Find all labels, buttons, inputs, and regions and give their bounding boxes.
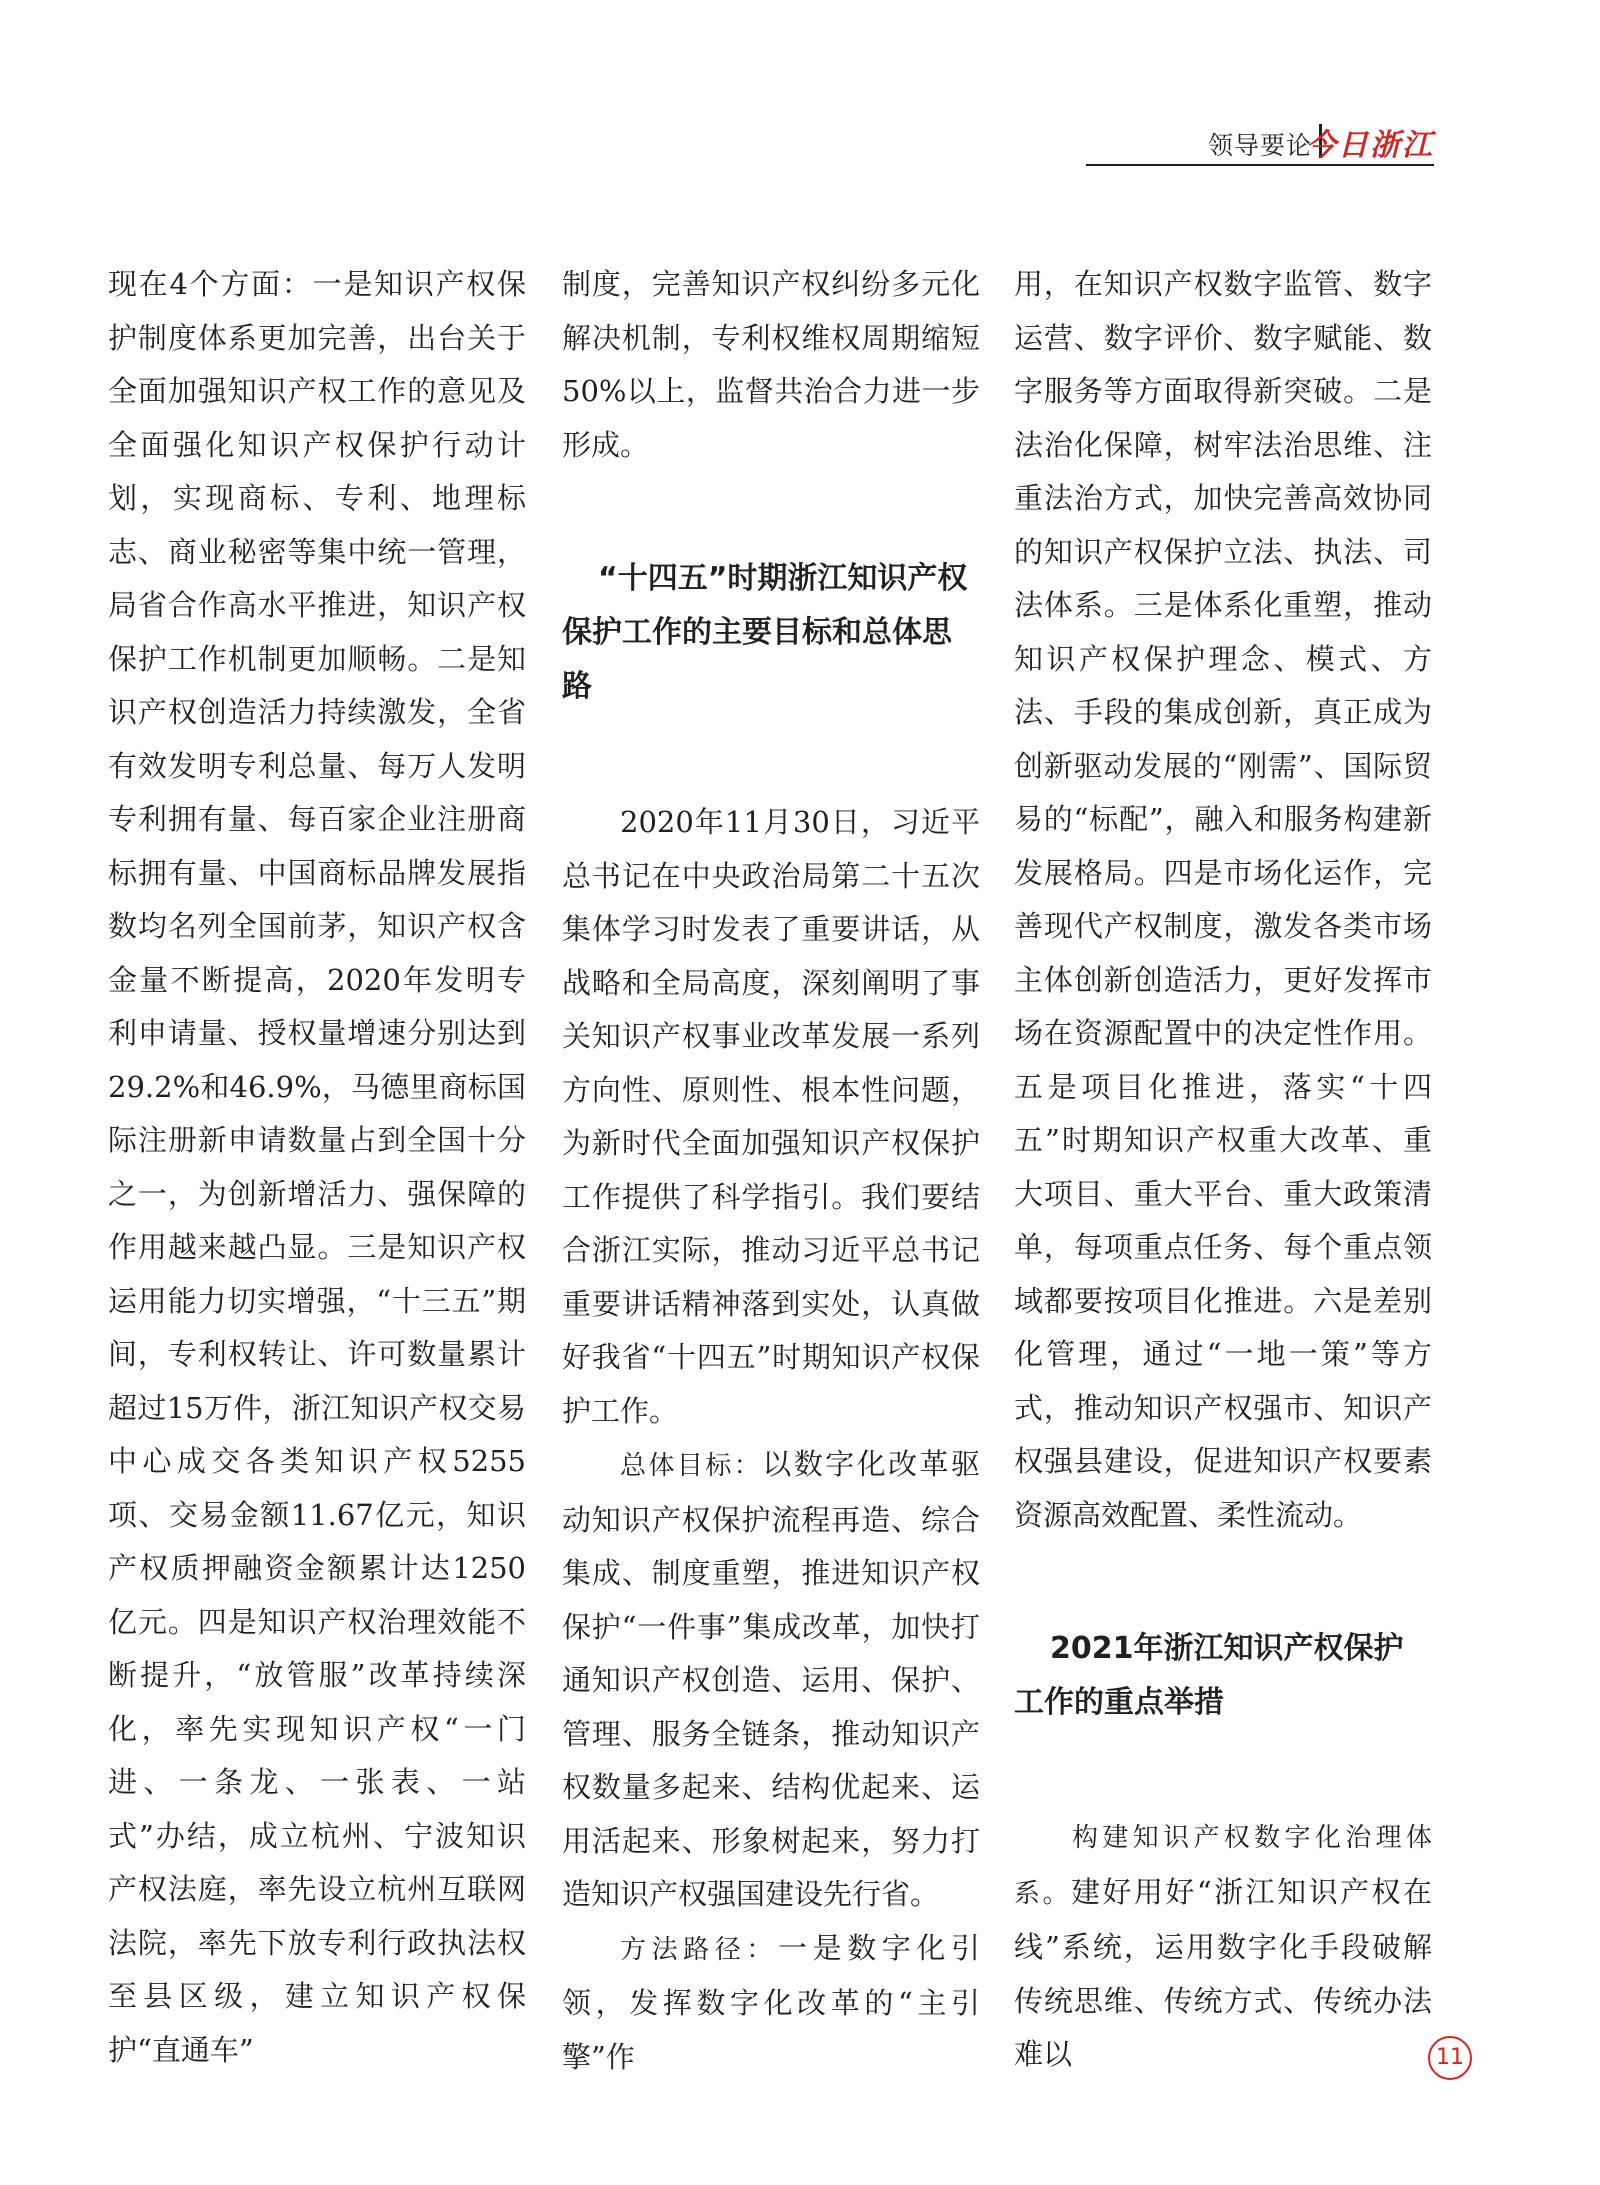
paragraph-body: 一是数字化引领，发挥数字化改革的“主引擎”作: [562, 1930, 980, 2074]
paragraph: 2020年11月30日，习近平总书记在中央政治局第二十五次集体学习时发表了重要讲话，从战略和全局高度，深刻阐明了事关知识产权事业改革发展一系列方向性、原则性、根本性问题，为新时代全面加强知识产权保护工作提供了科学指引。我们要结合浙江实际，推动习近平总书记重要讲话精神落到实处，认真做好我省“十四五”时期知识产权保护工作。: [562, 805, 980, 1428]
column-2: [562, 258, 980, 2084]
paragraph: 用，在知识产权数字监管、数字运营、数字评价、数字赋能、数字服务等方面取得新突破。二是法治化保障，树牢法治思维、注重法治方式，加快完善高效协同的知识产权保护立法、执法、司法体系。三是体系化重塑，推动知识产权保护理念、模式、方法、手段的集成创新，真正成为创新驱动发展的“刚需”、国际贸易的“标配”，融入和服务构建新发展格局。四是市场化运作，完善现代产权制度，激发各类市场主体创新创造活力，更好发挥市场在资源配置中的决定性作用。五是项目化推进，落实“十四五”时期知识产权重大改革、重大项目、重大平台、重大政策清单，每项重点任务、每个重点领域都要按项目化推进。六是差别化管理，通过“一地一策”等方式，推动知识产权强市、知识产权强县建设，促进知识产权要素资源高效配置、柔性流动。: [1014, 267, 1432, 1532]
column-1: [108, 258, 526, 2077]
paragraph: 现在4个方面：一是知识产权保护制度体系更加完善，出台关于全面加强知识产权工作的意见及全面强化知识产权保护行动计划，实现商标、专利、地理标志、商业秘密等集中统一管理，局省合作高水平推进，知识产权保护工作机制更加顺畅。二是知识产权创造活力持续激发，全省有效发明专利总量、每万人发明专利拥有量、每百家企业注册商标拥有量、中国商标品牌发展指数均名列全国前茅，知识产权含金量不断提高，2020年发明专利申请量、授权量增速分别达到29.2%和46.9%，马德里商标国际注册新申请数量占到全国十分之一，为创新增活力、强保障的作用越来越凸显。三是知识产权运用能力切实增强，“十三五”期间，专利权转让、许可数量累计超过15万件，浙江知识产权交易中心成交各类知识产权5255项、交易金额11.67亿元，知识产权质押融资金额累计达1250亿元。四是知识产权治理效能不断提升，“放管服”改革持续深化，率先实现知识产权“一门进、一条龙、一张表、一站式”办结，成立杭州、宁波知识产权法庭，率先设立杭州互联网法院，率先下放专利行政执法权至县区级，建立知识产权保护“直通车”: [108, 267, 526, 2067]
paragraph-lead: 总体目标：: [620, 1451, 763, 1481]
magazine-logo: 今日浙江: [1306, 128, 1434, 163]
section-heading: 2021年浙江知识产权保护工作的重点举措: [1014, 1631, 1404, 1720]
section-heading: “十四五”时期浙江知识产权保护工作的主要目标和总体思路: [562, 561, 968, 704]
paragraph-body: 以数字化改革驱动知识产权保护流程再造、综合集成、制度重塑，推进知识产权保护“一件事”集成改革，加快打通知识产权创造、运用、保护、管理、服务全链条，推动知识产权数量多起来、结构优起来、运用活起来、形象树起来，努力打造知识产权强国建设先行省。: [562, 1447, 980, 1911]
paragraph: [562, 1438, 980, 1922]
paragraph: [1014, 1810, 1432, 2082]
page-number: 11: [1428, 2036, 1472, 2080]
paragraph-body: 建好用好“浙江知识产权在线”系统，运用数字化手段破解传统思维、传统方式、传统办法难以: [1014, 1874, 1432, 2071]
paragraph-lead: 方法路径：: [620, 1934, 778, 1965]
section-label: 领导要论: [1207, 131, 1312, 160]
paragraph-lead: 构建知识产权数字化治理体系。: [1014, 1823, 1432, 1909]
paragraph: [562, 1922, 980, 2085]
column-3: [1014, 258, 1432, 2082]
paragraph: 制度，完善知识产权纠纷多元化解决机制，专利权维权周期缩短50%以上，监督共治合力进一步形成。: [562, 267, 980, 462]
running-header: [1086, 118, 1434, 166]
